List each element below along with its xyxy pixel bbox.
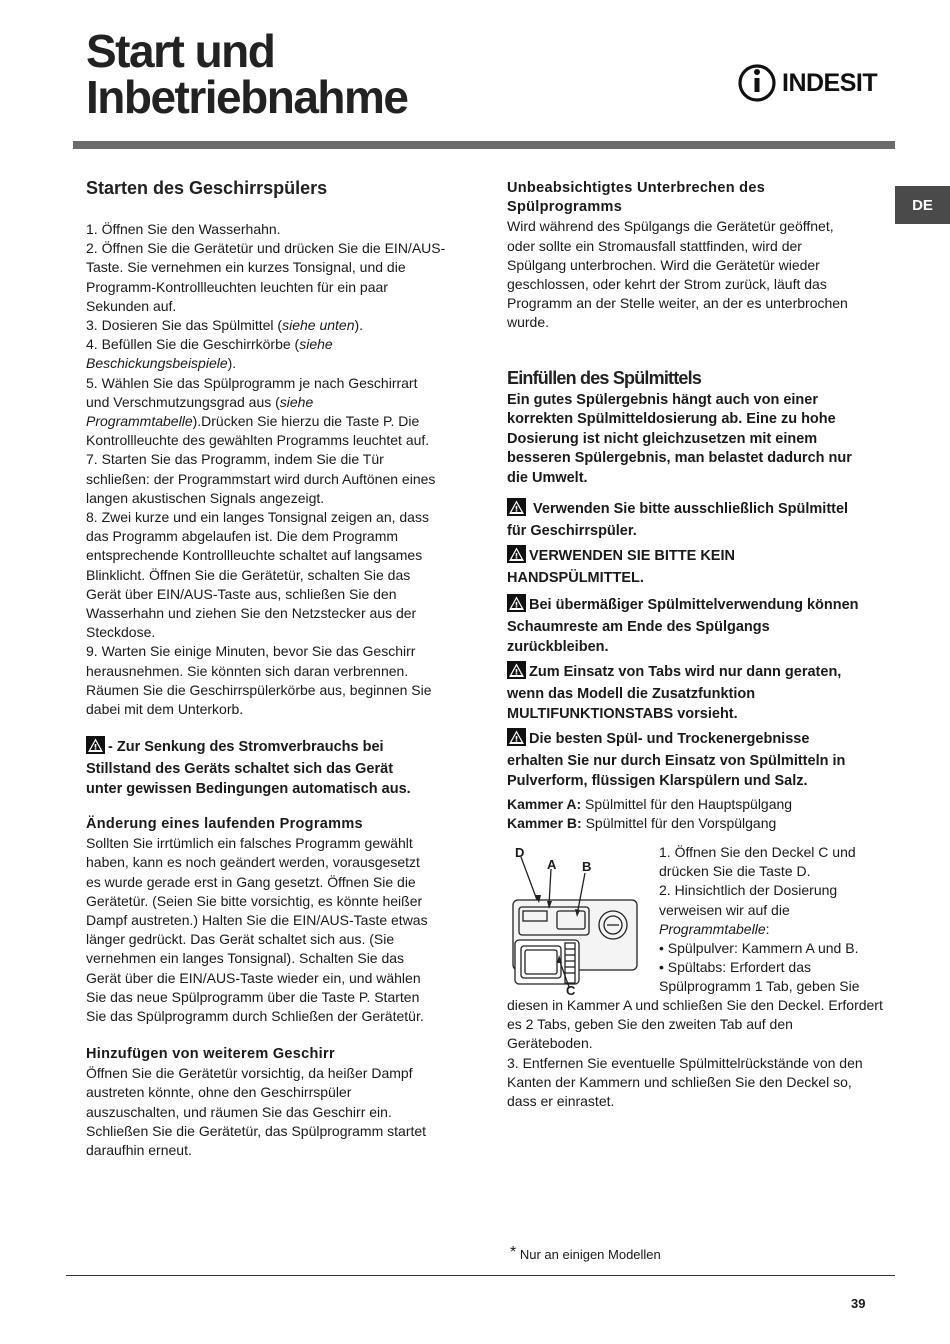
step-line: dabei mit dem Unterkorb. bbox=[86, 701, 244, 718]
heading-change-program: Änderung eines laufenden Programms bbox=[86, 816, 363, 832]
fill-line: Ein gutes Spülergebnis hängt auch von einer bbox=[507, 392, 818, 408]
step-line: Blinklicht. Öffnen Sie die Gerätetür, schalten Sie das bbox=[86, 566, 411, 583]
add-line: austreten könnte, ohne den Geschirrspüler bbox=[86, 1084, 352, 1101]
add-line: Schließen Sie die Gerätetür, das Spülprogramm startet bbox=[86, 1122, 427, 1139]
fill-line: korrekten Spülmitteldosierung ab. Eine zu hohe bbox=[507, 411, 836, 428]
change-line: Gerät über die EIN/AUS-Taste wieder ein, und wählen bbox=[86, 969, 421, 986]
step-line: langen akustischen Signals angezeigt. bbox=[86, 489, 325, 506]
heading-interrupt: Spülprogramms bbox=[507, 199, 623, 216]
step-line: schließen: der Programmstart wird durch Auftönen eines bbox=[86, 470, 436, 487]
warning-icon bbox=[507, 498, 526, 522]
figure-label-b: B bbox=[582, 859, 592, 874]
warning-icon bbox=[507, 545, 526, 569]
fill-line: Dosierung ist nicht gleichzusetzen mit einem bbox=[507, 430, 818, 447]
add-line: Öffnen Sie die Gerätetür vorsichtig, da heißer Dampf bbox=[86, 1065, 413, 1082]
interrupt-line: Programm an der Stelle weiter, an der es unterbrochen bbox=[507, 295, 848, 312]
step-line: Sekunden auf. bbox=[86, 297, 177, 314]
figure-label-d: D bbox=[515, 845, 525, 860]
add-line: daraufhin erneut. bbox=[86, 1142, 192, 1159]
step-line: 7. Starten Sie das Programm, indem Sie die Tür bbox=[86, 451, 384, 468]
step-line: 4. Befüllen Sie die Geschirrkörbe (siehe bbox=[86, 336, 333, 353]
header-rule bbox=[73, 141, 895, 149]
interrupt-line: wurde. bbox=[507, 314, 550, 331]
step-line: Beschickungsbeispiele). bbox=[86, 355, 237, 372]
step-line: herausnehmen. Sie könnten sich daran verbrennen. bbox=[86, 662, 409, 679]
step-line: entsprechende Kontrollleuchte schaltet auf langsames bbox=[86, 547, 423, 564]
page-title-line1: Start und bbox=[86, 25, 275, 77]
footnote: * Nur an einigen Modellen bbox=[510, 1244, 661, 1262]
heading-start: Starten des Geschirrspülers bbox=[86, 178, 328, 198]
warning-icon bbox=[86, 736, 105, 760]
detergent-dispenser-figure bbox=[507, 845, 643, 998]
warning-4: Zum Einsatz von Tabs wird nur dann geraten, wenn das Modell die Zusatzfunktion MULTIFUNKTIONSTABS vorsieht. bbox=[507, 661, 897, 724]
add-line: auszuschalten, und räumen Sie das Geschirr ein. bbox=[86, 1103, 392, 1120]
step-line: Programmtabelle).Drücken Sie hierzu die Taste P. Die bbox=[86, 413, 420, 430]
dispenser-instructions-cont: diesen in Kammer A und schließen Sie den Deckel. Erfordert es 2 Tabs, geben Sie den zweiten Tab auf den Geräteboden. 3. Entfernen Sie eventuelle Spülmittelrückstände von den Kanten der Kammern und schließen Sie den Deckel so, dass er einrastet. bbox=[507, 997, 883, 1110]
change-line: vernehmen ein langes Tonsignal). Schalten Sie das bbox=[86, 950, 405, 967]
change-line: Gerätetür. (Seien Sie bitte vorsichtig, es könnte heißer bbox=[86, 892, 423, 909]
change-line: Dampf austreten.) Halten Sie die EIN/AUS-Taste etwas bbox=[86, 912, 428, 929]
interrupt-line: Wird während des Spülgangs die Gerätetür geöffnet, bbox=[507, 218, 834, 235]
step-line: und Verschmutzungsgrad aus (siehe bbox=[86, 393, 314, 410]
fill-line: besseren Spülergebnis, man belastet dadurch nur bbox=[507, 450, 852, 467]
dispenser-drawing bbox=[507, 845, 643, 997]
indesit-i-icon bbox=[738, 62, 776, 104]
heading-add-dishes: Hinzufügen von weiterem Geschirr bbox=[86, 1046, 335, 1062]
interrupt-line: Spülgang unterbrochen. Wird die Gerätetür wieder bbox=[507, 256, 820, 273]
figure-label-a: A bbox=[547, 857, 557, 872]
step-line: Steckdose. bbox=[86, 624, 156, 641]
figure-label-c: C bbox=[566, 983, 576, 998]
energy-line: - Zur Senkung des Stromverbrauchs bei bbox=[108, 739, 384, 755]
step-line: 5. Wählen Sie das Spülprogramm je nach Geschirrart bbox=[86, 374, 418, 391]
step-line: Räumen Sie die Geschirrspülerkörbe aus, beginnen Sie bbox=[86, 681, 432, 698]
fill-line: die Umwelt. bbox=[507, 469, 588, 486]
step-line: Wasserhahn und ziehen Sie den Netzstecker aus der bbox=[86, 605, 417, 622]
language-tab: DE bbox=[895, 186, 950, 224]
step-line: 8. Zwei kurze und ein langes Tonsignal zeigen an, dass bbox=[86, 509, 429, 526]
warning-icon bbox=[507, 661, 526, 685]
warning-5: Die besten Spül- und Trockenergebnisse erhalten Sie nur durch Einsatz von Spülmitteln in Pulverform, flüssigen Klarspülern und Salz. bbox=[507, 728, 897, 791]
footer-rule bbox=[66, 1275, 895, 1276]
interrupt-line: geschlossen, oder kehrt der Strom zurück, läuft das bbox=[507, 276, 827, 293]
change-line: länger gedrückt. Das Gerät schaltet sich aus. (Sie bbox=[86, 931, 395, 948]
change-line: Sie das neue Spülprogramm über die Taste P. Starten bbox=[86, 988, 420, 1005]
change-line: Sie das Spülprogramm durch Schließen der Gerätetür. bbox=[86, 1008, 424, 1025]
warning-1: Verwenden Sie bitte ausschließlich Spülmittel für Geschirrspüler. bbox=[507, 498, 897, 542]
start-steps bbox=[86, 220, 466, 719]
change-line: haben, kann es noch geändert werden, vorausgesetzt bbox=[86, 854, 420, 871]
heading-fill-detergent: Einfüllen des Spülmittels bbox=[507, 368, 702, 388]
step-line: Kontrollleuchte des gewählten Programms leuchtet auf. bbox=[86, 432, 430, 449]
change-line: es wurde gerade erst in Gang gesetzt. Öffnen Sie die bbox=[86, 873, 416, 890]
energy-line: unter gewissen Bedingungen automatisch aus. bbox=[86, 780, 411, 797]
interrupt-line: oder sollte ein Stromausfall stattfinden, wird der bbox=[507, 237, 802, 254]
page-title-line2: Inbetriebnahme bbox=[86, 71, 408, 123]
step-line: 1. Öffnen Sie den Wasserhahn. bbox=[86, 221, 281, 237]
step-line: 2. Öffnen Sie die Gerätetür und drücken Sie die EIN/AUS- bbox=[86, 240, 446, 257]
page-number: 39 bbox=[851, 1296, 866, 1311]
heading-interrupt: Unbeabsichtigtes Unterbrechen des bbox=[507, 180, 766, 196]
step-line: das Programm abgelaufen ist. Die dem Programm bbox=[86, 528, 399, 545]
kammer-a: Kammer A: Spülmittel für den Hauptspülgang bbox=[507, 796, 793, 812]
warning-icon bbox=[507, 728, 526, 752]
warning-icon bbox=[507, 594, 526, 618]
dispenser-instructions: 1. Öffnen Sie den Deckel C und drücken Sie die Taste D. 2. Hinsichtlich der Dosierung verweisen wir auf die Programmtabelle: • Spülpulver: Kammern A und B. • Spültabs: Erfordert das Spülprogramm 1 Tab, geben Sie bbox=[659, 844, 860, 995]
step-line: Gerät über EIN/AUS-Taste aus, schließen Sie den bbox=[86, 585, 397, 602]
step-line: 3. Dosieren Sie das Spülmittel (siehe unten). bbox=[86, 317, 364, 334]
kammer-b: Kammer B: Spülmittel für den Vorspülgang bbox=[507, 815, 777, 832]
step-line: Taste. Sie vernehmen ein kurzes Tonsignal, und die bbox=[86, 259, 406, 276]
energy-line: Stillstand des Geräts schaltet sich das Gerät bbox=[86, 761, 394, 778]
fill-intro bbox=[507, 391, 897, 488]
page-title bbox=[86, 25, 408, 123]
indesit-logo bbox=[738, 62, 877, 104]
energy-note bbox=[86, 736, 466, 799]
brand-name: INDESIT bbox=[782, 68, 878, 97]
step-line: Programm-Kontrollleuchten leuchten für ein paar bbox=[86, 278, 388, 295]
step-line: 9. Warten Sie einige Minuten, bevor Sie das Geschirr bbox=[86, 643, 416, 660]
change-line: Sollten Sie irrtümlich ein falsches Programm gewählt bbox=[86, 835, 413, 852]
warning-2: VERWENDEN SIE BITTE KEIN HANDSPÜLMITTEL. bbox=[507, 545, 897, 589]
warning-3: Bei übermäßiger Spülmittelverwendung können Schaumreste am Ende des Spülgangs zurückbleiben. bbox=[507, 594, 897, 657]
